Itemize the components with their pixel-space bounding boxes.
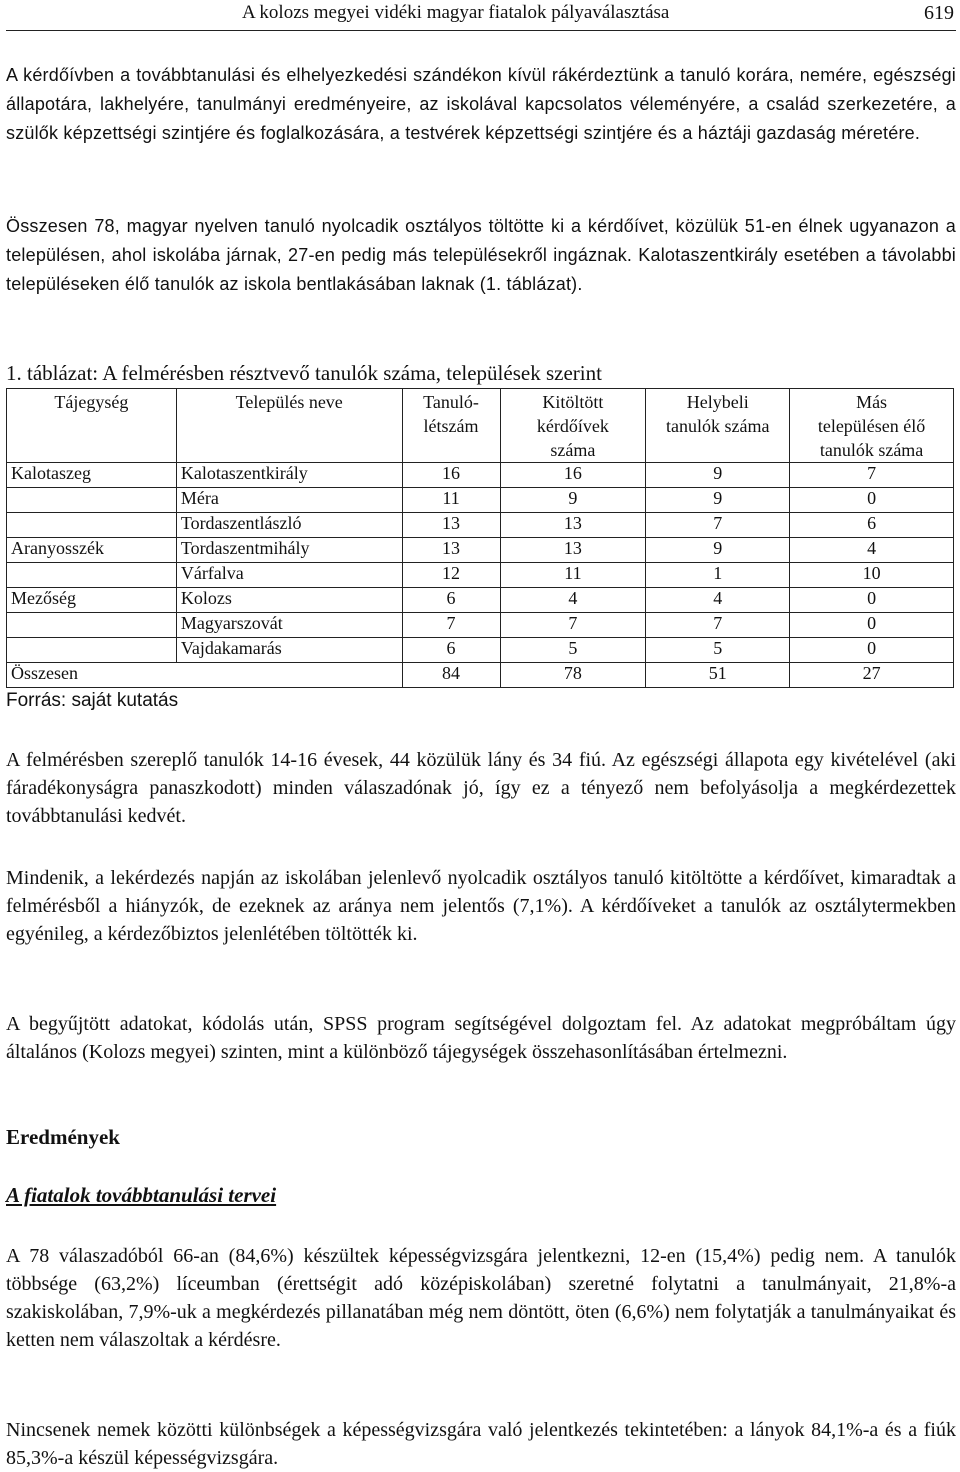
header-label: Tájegység: [54, 392, 129, 412]
region-cell: [7, 613, 177, 638]
value-cell: 0: [790, 588, 954, 613]
total-value-cell: 27: [790, 663, 954, 688]
value-cell: 9: [500, 488, 646, 513]
running-header: [6, 0, 956, 31]
table-caption: 1. táblázat: A felmérésben résztvevő tanulók száma, települések szerint: [6, 361, 602, 385]
value-cell: 0: [790, 488, 954, 513]
document-page: [6, 0, 956, 1469]
paragraph-questionnaire-topics: A kérdőívben a továbbtanulási és elhelyezkedési szándékon kívül rákérdeztünk a tanuló korára, nemére, egészségi állapotára, lakhelyére, tanulmányi eredményeire, az iskolával kapcsolatos véleményére, a család szerkezetére, a szülők képzettségi szintjére és foglalkozására, a testvérek képzettségi szintjére és a háztáji gazdaság méretére.: [6, 65, 956, 143]
paragraph-respondents-total: Összesen 78, magyar nyelven tanuló nyolcadik osztályos töltötte ki a kérdőívet, közülük 51-en élnek ugyanazon a településen, ahol iskolába járnak, 27-en pedig más településekről ingáznak. Kalotaszentkirály esetében a távolabbi településeken élő tanulók az iskola bentlakásában laknak (1. táblázat).: [6, 216, 956, 294]
value-cell: 10: [790, 563, 954, 588]
header-cell: [176, 389, 402, 463]
header-cell: [500, 389, 646, 463]
value-cell: 11: [402, 488, 500, 513]
value-cell: 12: [402, 563, 500, 588]
region-cell: [7, 513, 177, 538]
value-cell: 1: [646, 563, 790, 588]
value-cell: 13: [500, 513, 646, 538]
settlement-cell: Vajdakamarás: [176, 638, 402, 663]
table-row: [7, 513, 954, 538]
header-cell: [402, 389, 500, 463]
subsection-heading: A fiatalok továbbtanulási tervei: [6, 1183, 277, 1207]
header-label: Kitöltött: [542, 392, 604, 412]
table-row: [7, 638, 954, 663]
value-cell: 6: [402, 638, 500, 663]
value-cell: 5: [646, 638, 790, 663]
settlement-cell: Magyarszovát: [176, 613, 402, 638]
table-row: [7, 563, 954, 588]
value-cell: 11: [500, 563, 646, 588]
settlement-cell: Kolozs: [176, 588, 402, 613]
table-row: [7, 613, 954, 638]
settlement-cell: Tordaszentmihály: [176, 538, 402, 563]
region-cell: Mezőség: [7, 588, 177, 613]
value-cell: 7: [402, 613, 500, 638]
region-cell: [7, 488, 177, 513]
header-label: Település neve: [235, 392, 343, 412]
value-cell: 9: [646, 463, 790, 488]
total-value-cell: 51: [646, 663, 790, 688]
paragraph-data-processing: A begyűjtött adatokat, kódolás után, SPSS program segítségével dolgoztam fel. Az adatokat megpróbáltam úgy általános (Kolozs megyei) szinten, mint a különböző tájegységek összehasonlításában értelmezni.: [6, 1013, 956, 1063]
total-value-cell: 78: [500, 663, 646, 688]
students-table: [6, 388, 954, 688]
value-cell: 4: [790, 538, 954, 563]
value-cell: 7: [646, 513, 790, 538]
value-cell: 6: [402, 588, 500, 613]
value-cell: 7: [790, 463, 954, 488]
value-cell: 0: [790, 638, 954, 663]
paragraph-gender-differences: Nincsenek nemek közötti különbségek a képességvizsgára való jelentkezés tekintetében: a lányok 84,1%-a és a fiúk 85,3%-a készül képességvizsgára.: [6, 1419, 956, 1469]
value-cell: 6: [790, 513, 954, 538]
value-cell: 13: [500, 538, 646, 563]
header-cell: [7, 389, 177, 463]
region-cell: [7, 638, 177, 663]
table-row: [7, 488, 954, 513]
total-label-cell: Összesen: [7, 663, 403, 688]
running-title: A kolozs megyei vidéki magyar fiatalok pályaválasztása: [242, 2, 670, 23]
table-row: [7, 538, 954, 563]
table-total-row: [7, 663, 954, 688]
value-cell: 0: [790, 613, 954, 638]
header-label: kérdőívek: [536, 416, 609, 436]
settlement-cell: Méra: [176, 488, 402, 513]
header-label: településen élő: [817, 416, 926, 436]
header-label: tanulók száma: [666, 416, 770, 436]
paragraph-exam-plans: A 78 válaszadóból 66-an (84,6%) készültek képességvizsgára jelentkezni, 12-en (15,4%) pedig nem. A tanulók többsége (63,2%) líceumban (érettségit adó középiskolában) szeretné folytatni a tanulmányait, 21,8%-a szakiskolában, 7,9%-uk a megkérdezés pillanatában még nem döntött, öten (6,6%) nem folytatják a tanulmányaikat és ketten nem válaszoltak a kérdésre.: [6, 1245, 956, 1351]
region-cell: Aranyosszék: [7, 538, 177, 563]
settlement-cell: Tordaszentlászló: [176, 513, 402, 538]
header-label: száma: [550, 440, 596, 460]
value-cell: 9: [646, 488, 790, 513]
settlement-cell: Várfalva: [176, 563, 402, 588]
value-cell: 16: [500, 463, 646, 488]
value-cell: 4: [646, 588, 790, 613]
header-label: Tanuló-: [423, 392, 479, 412]
paragraph-survey-method: Mindenik, a lekérdezés napján az iskolában jelenlevő nyolcadik osztályos tanuló kitöltötte a kérdőívet, kimaradtak a felmérésből a hiányzók, de ezeknek az aránya nem jelentős (7,1%). A kérdőíveket a tanulók az osztálytermekben egyénileg, a kérdezőbiztos jelenlétében töltötték ki.: [6, 867, 956, 945]
section-heading-results: Eredmények: [6, 1125, 120, 1149]
value-cell: 7: [646, 613, 790, 638]
settlement-cell: Kalotaszentkirály: [176, 463, 402, 488]
header-label: Helybeli: [686, 392, 749, 412]
value-cell: 4: [500, 588, 646, 613]
page-number: 619: [924, 2, 954, 24]
header-label: Más: [856, 392, 888, 412]
value-cell: 5: [500, 638, 646, 663]
region-cell: Kalotaszeg: [7, 463, 177, 488]
header-label: tanulók száma: [819, 440, 924, 460]
value-cell: 9: [646, 538, 790, 563]
paragraph-age-gender: A felmérésben szereplő tanulók 14-16 évesek, 44 közülük lány és 34 fiú. Az egészségi állapota egy kivételével (aki fáradékonyságra panaszkodott) minden válaszadónak jó, így ez a tényező nem befolyásolja a megkérdezettek továbbtanulási kedvét.: [6, 749, 956, 827]
header-cell: [790, 389, 954, 463]
value-cell: 7: [500, 613, 646, 638]
region-cell: [7, 563, 177, 588]
header-cell: [646, 389, 790, 463]
header-label: létszám: [423, 416, 479, 436]
table-row: [7, 588, 954, 613]
table-source: Forrás: saját kutatás: [6, 690, 179, 711]
table-header-row: [7, 389, 954, 463]
value-cell: 13: [402, 513, 500, 538]
value-cell: 16: [402, 463, 500, 488]
table-row: [7, 463, 954, 488]
value-cell: 13: [402, 538, 500, 563]
total-value-cell: 84: [402, 663, 500, 688]
